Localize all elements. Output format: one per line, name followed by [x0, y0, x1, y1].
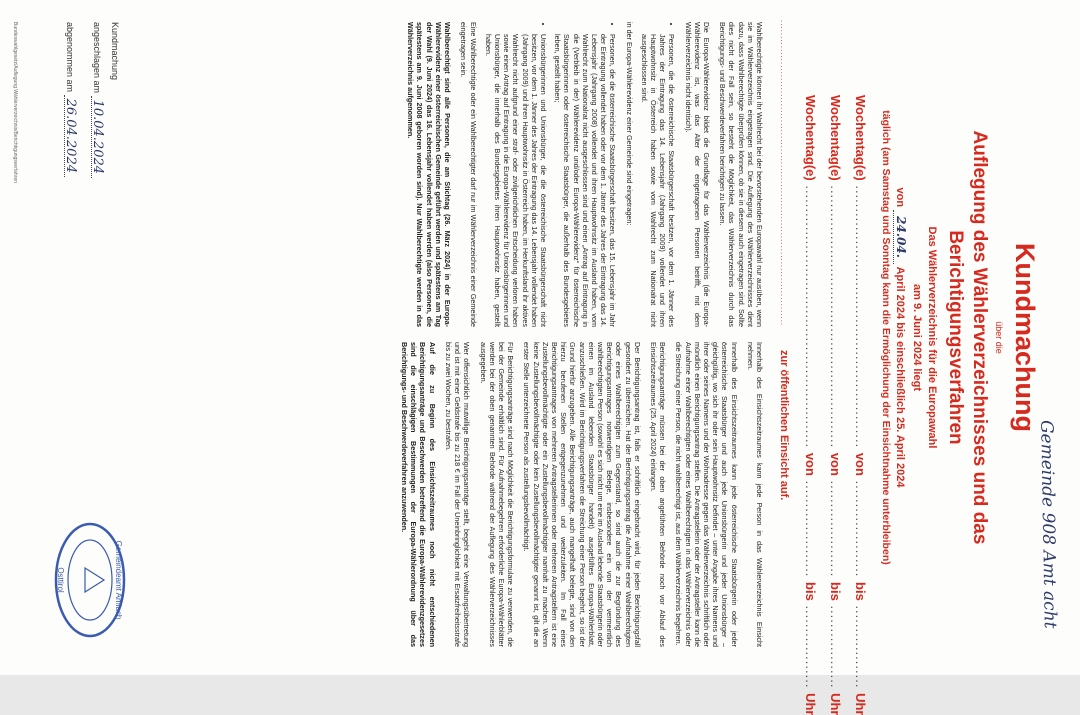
- schedule-row-1: Wochentag(e) ......................................................... von ..................... bis .................. Uhr: [853, 95, 868, 715]
- side-note: Bundeswahlgesetz/Auflegung Wählerverzeichnis/Berichtigungsverfahren: [12, 22, 18, 183]
- left-text-column: [399, 22, 764, 327]
- right-paragraph-6: Wer offensichtlich mutwillige Berichtigungsanträge stellt, begeht eine Verwaltungsübertretung und ist mit einer Geldstrafe bis zu 218 € im Fall der Uneinbringlichkeit mit Ersatzfreiheitsstrafe bis zu zwei Wochen, zu bestrafen.: [443, 342, 472, 647]
- left-bullet-1: • Personen, die die österreichische Staatsbürgerschaft besitzen, vor dem 1. Jänner des Jahres der Eintragung das 14. Lebensjahr (Jahrgang 2009) vollendet und ihren Hauptwohnsitz in Österreich haben sowie vom Wahlrecht zum Nationalrat nicht ausgeschlossen sind.: [640, 34, 677, 327]
- left-paragraph-1: Wahlberechtigte können ihr Wahlrecht bei der bevorstehenden Europawahl nur ausüben, wenn sie im Wählerverzeichnis eingetragen sind. Die Auflegung des Wählerverzeichnisses dient dazu, dass Wahlberechtigte überprüfen können, ob sie in diesem auch eingetragen sind. Sollte dies nicht der Fall sein, so besteht die Möglichkeit, das Wählerverzeichnis durch das Berichtigungs- und Beschwerdeverfahren berichtigen zu lassen.: [718, 22, 764, 327]
- right-text-column: [393, 342, 764, 647]
- main-title-line-1: Auflegung des Wählerverzeichnisses und das: [969, 130, 990, 545]
- left-bullet-list-1: [640, 22, 677, 327]
- stamp-subtext: Osttirol: [56, 567, 65, 593]
- posted-date: 10.04.2024: [90, 99, 105, 175]
- municipal-stamp: [50, 520, 130, 640]
- period-suffix: April 2024 bis einschließlich 25. April 2024: [894, 266, 906, 488]
- left-paragraph-2: Die Europa-Wählerevidenz bildet die Grundlage für das Wählerverzeichnis (die Europa-Wählerevidenz ist, was das Alter der eingetragenen Personen betrifft, mit dem Wählerverzeichnis nicht identisch).: [683, 22, 711, 327]
- posted-line: angeschlagen am 10.04.2024: [90, 22, 105, 178]
- left-bullet-3: • Unionsbürgerinnen und Unionsbürger, die die österreichische Staatsbürgerschaft nicht besitzen, vor dem 1. Jänner des Jahres der Eintragung das 14. Lebensjahr vollendet haben (Jahrgang 2009) und ihren Hauptwohnsitz in Österreich haben, im Herkunftsland ihr aktives Wahlrecht nicht aufgrund einer straf- oder zivilgerichtlichen Entscheidung verloren haben sowie einen Antrag auf Eintragung in die Europa-Wählerevidenz für Unionsbürgerinnen und Unionsbürger, die innerhalb des Bundesgebietes ihren Hauptwohnsitz haben, gestellt haben.: [484, 34, 548, 327]
- period-filled-date: 24.04.: [893, 210, 908, 264]
- right-paragraph-7: Auf die zu Beginn des Einsichtszeitraumes noch nicht entschiedenen Berichtigungsanträge und Beschwerden betreffend die Europa-Wählerevidenzgesetzes sind die einschlägigen Bestimmungen der Europa-Wählerordnung über das Berichtigungs- und Beschwerdeverfahren anzuwenden.: [400, 342, 437, 647]
- right-paragraph-4: Der Berichtigungsantrag ist, falls er schriftlich eingebracht wird, für jeden Berichtigungsfall gesondert zu überreichen. Hat der Berichtigungsantrag die Aufnahme einer Wahlberechtigten oder eines Wahlberechtigten zum Gegenstand, so sind auch die zur Begründung des Berichtigungsantrages notwendigen Belege, insbesondere ein von der vermeintlich wahlberechtigten Person (sowohl es sich nicht um eine im Ausland lebende Staatsbürgerin oder einen im Ausland lebenden Staatsbürger handelt) ausgefülltes Europa-Wählerblatt, anzuschließen. Wird im Berichtigungsverfahren die Streichung einer Person begehrt, so ist der Grund hierfür anzugeben. Alle Berichtigungsanträge, auch mangelhaft belegte, sind von den hierzu berufenen Stellen entgegenzunehmen und weiterzuleiten. Im Fall eines Berichtigungsantrages von mehreren Antragstellerinnen oder mehreren Antragstellern ist eine Zustellungsbevollmächtigte oder ein Zustellungsbevollmächtigter namhaft zu machen. Wenn keine Zustellungsbevollmächtigte oder kein Zustellungsbevollmächtigter genannt ist, gilt die an erster Stelle unterzeichnete Person als zustellungsbevollmächtigt.: [522, 342, 642, 647]
- period-line: [894, 0, 908, 675]
- left-paragraph-4: Wahlberechtigt sind alle Personen, die am Stichtag (26. März 2024) in der Europa-Wählerevidenz einer österreichischen Gemeinde geführt werden und spätestens am Tag der Wahl (9. Juni 2024) das 16. Lebensjahr vollendet haben werden (also Personen, die spätestens am 9. Juni 2008 geboren worden sind). Nur Wahlberechtigte werden in das Wählerverzeichnis aufgenommen.: [406, 22, 453, 327]
- daily-line: täglich (am Samstag und Sonntag kann die Ermöglichung der Einsichtnahme unterbleiben): [880, 110, 892, 565]
- public-view-line: zur öffentlichen Einsicht auf.: [778, 350, 790, 501]
- right-paragraph-3: Berichtigungsanträge müssen bei der oben angeführten Behörde noch vor Ablauf des Einsichtszeitraumes (25. April 2024) einlangen.: [648, 342, 668, 647]
- main-title-line-2: Berichtigungsverfahren: [945, 230, 966, 445]
- notice-title: Kundmachung: [1010, 243, 1040, 432]
- removed-date: 26.04.2024: [63, 98, 78, 173]
- schedule-row-2: Wochentag(e) ......................................................... von ..................... bis .................. Uhr: [828, 95, 843, 715]
- left-bullet-list-2: [484, 22, 618, 327]
- handwritten-header: Gemeinde 908 Amt acht: [1036, 419, 1060, 629]
- separator-dotted: ...............................................................................................: [779, 20, 788, 327]
- left-bullet-intro: in der Europa-Wählerevidenz einer Gemeinde sind eingetragen:: [624, 22, 634, 226]
- voter-register-line: Das Wählerverzeichnis für die Europawahl: [926, 226, 938, 449]
- right-paragraph-5: Für Berichtigungsanträge sind nach Möglichkeit die Berichtigungsformulare zu verwenden, die bei der Gemeinde erhältlich sind. Für Aufnahmebegehren erforderliche Europa-Wählerblätter werden bei der oben genannten Behörde während der Auflegung des Wählerverzeichnisses ausgegeben.: [478, 342, 516, 647]
- schedule-row-3: Wochentag(e) ......................................................... von ..................... bis .................. Uhr: [803, 95, 818, 715]
- election-date-line: am 9. Juni 2024 liegt: [911, 284, 923, 391]
- footer-label: Kundmachung: [110, 22, 120, 81]
- right-paragraph-1: Innerhalb des Einsichtszeitraumes kann jede Person in das Wählerverzeichnis Einsicht nehmen.: [745, 342, 764, 647]
- stamp-emblem-icon: [85, 568, 104, 592]
- left-bullet-2: • Personen, die die österreichische Staatsbürgerschaft besitzen, das 15. Lebensjahr im Jahr der Eintragung vollendet haben oder vor dem 1. Jänner des Jahres der Eintragung das 14. Lebensjahr (Jahrgang 2008) vollendet und ihren Hauptwohnsitz im Ausland haben, vom Wahlrecht zum Nationalrat nicht ausgeschlossen sind und einen „Antrag auf Eintragung in die (Verbleib in der) Wählerevidenz und/oder Europa-Wählerevidenz“ für österreichische Staatsbürgerinnen oder österreichische Staatsbürger, die außerhalb des Bundesgebietes leben, gestellt haben;: [553, 34, 617, 327]
- removed-line: abgenommen am 26.04.2024: [63, 22, 78, 177]
- notice-subtitle: über die: [994, 321, 1004, 354]
- right-paragraph-2: Innerhalb des Einsichtszeitraumes kann jede österreichische Staatsbürgerin oder jeder österreichische Staatsbürger und auch jede Unionsbürgerin und jeder Unionsbürger – gleichgültig, wo sich ihr oder sein Hauptwohnsitz befindet – unter Angabe ihres Namens und ihrer oder seines Namens und der Wohnadresse gegen das Wählerverzeichnis schriftlich oder mündlich einen Berichtigungsantrag stellen. Die Antragstellerin oder der Antragsteller kann die Aufnahme einer Wahlberechtigten oder eines Wahlberechtigten in das Wählerverzeichnis oder die Streichung einer Person, die nicht wahlberechtigt ist, aus dem Wählerverzeichnis begehren.: [674, 342, 739, 647]
- period-prefix: von: [894, 187, 906, 208]
- stamp-text: Gemeindeamt Amlach: [114, 540, 123, 620]
- left-paragraph-3: Eine Wahlberechtigte oder ein Wahlberechtigter darf nur im Wählerverzeichnis einer Gemeinde eingetragen sein.: [459, 22, 478, 327]
